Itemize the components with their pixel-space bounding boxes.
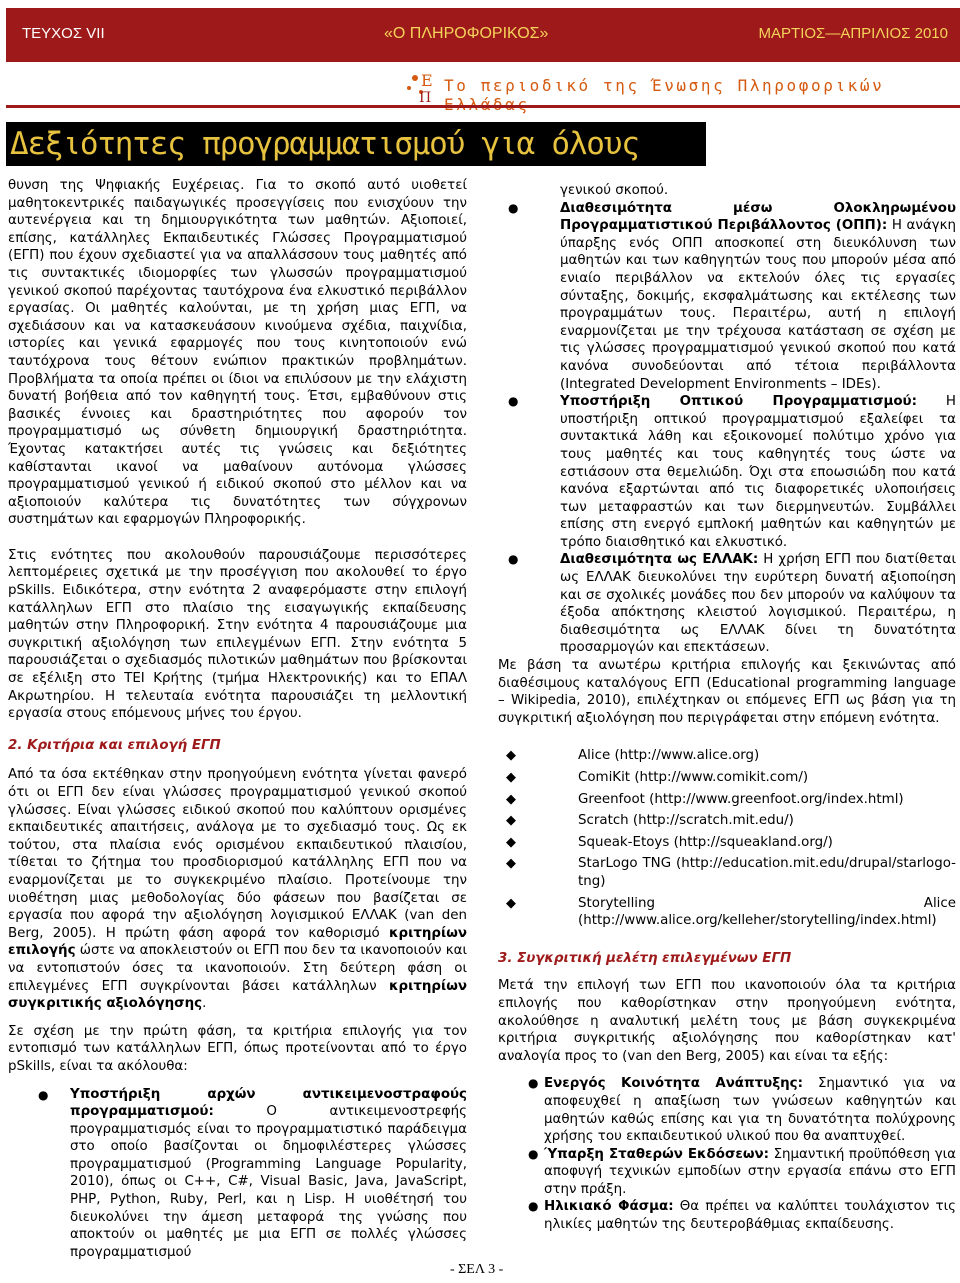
paragraph: γενικού σκοπού. — [560, 183, 669, 198]
right-column — [498, 182, 956, 1234]
comparison-criteria-list — [498, 1075, 956, 1233]
bullet-icon: ● — [508, 552, 519, 567]
section-heading: 2. Κριτήρια και επιλογή ΕΓΠ — [8, 737, 221, 753]
diamond-bullet-icon: ◆ — [506, 770, 516, 785]
issue-label: ΤΕΥΧΟΣ VII — [22, 25, 105, 42]
magazine-logo-icon — [401, 64, 441, 104]
diamond-bullet-icon: ◆ — [506, 813, 516, 829]
bullet-icon: ● — [528, 1076, 539, 1091]
diamond-bullet-icon: ◆ — [506, 856, 516, 872]
paragraph: Μετά την επιλογή των ΕΓΠ που ικανοποιούν όλα τα κριτήρια επιλογής που καθορίστηκαν στην προηγούμενη ενότητα, ακολούθησε η αναλυτική μελέτη τους με βάση συγκεκριμένα κριτήρια συγκριτικής αξιολόγησης που καθορίστηκαν κατ' αναλογία προς το (van den Berg, 2005) και είναι τα εξής: — [498, 978, 956, 1064]
diamond-bullet-icon: ◆ — [506, 791, 516, 807]
criteria-list — [8, 1086, 467, 1262]
bullet-icon: ● — [528, 1199, 539, 1214]
issue-date: ΜΑΡΤΙΟΣ—ΑΠΡΙΛΙΟΣ 2010 — [758, 25, 948, 42]
subtitle-bar — [6, 62, 960, 108]
article-title-bar — [6, 122, 706, 166]
bullet-icon: ● — [38, 1087, 49, 1102]
magazine-subtitle: Το περιοδικό της Ένωσης Πληροφορικών — [444, 76, 885, 95]
section-heading: 3. Συγκριτική μελέτη επιλεγμένων ΕΓΠ — [498, 950, 792, 966]
list-item: ◆ Scratch (http://scratch.mit.edu/) — [506, 813, 794, 829]
svg-text:Ε: Ε — [421, 71, 433, 90]
paragraph: Με βάση τα ανωτέρω κριτήρια επιλογής και ξεκινώντας από διαθέσιμους καταλόγους ΕΓΠ (Educational programming language – Wikipedia, 2010), επιλέχτηκαν οι επόμενες ΕΓΠ ως βάση για τη συγκριτική αξιολόγηση που περιγράφεται στην επόμενη ενότητα. — [498, 658, 956, 726]
list-item: ● Ηλικιακό Φάσμα: Θα πρέπει να καλύπτει τουλάχιστον τις ηλικίες μαθητών της δευτεροβάθμιας εκπαίδευσης. — [528, 1199, 956, 1233]
page-number: - ΣΕΛ 3 - — [450, 1262, 504, 1277]
svg-text:Π: Π — [419, 90, 432, 104]
criteria-list — [498, 200, 956, 657]
bullet-icon: ● — [508, 394, 519, 409]
paragraph: θυνση της Ψηφιακής Ευχέρειας. Για το σκοπό αυτό υιοθετεί μαθητοκεντρικές παιδαγωγικές προσεγγίσεις που ενισχύουν την αυτενέργεια και τη δημιουργικότητα των μαθητών. Αξιοποιεί, επίσης, κατάλληλες Εκπαιδευτικές Γλώσσες Προγραμματισμού (ΕΓΠ) που έχουν σχεδιαστεί για να απαλλάσσουν τους μαθητές από τις συντακτικές ιδιομορφίες των γλωσσών προγραμματισμού γενικού σκοπού παρέχοντας ταυτόχρονα ένα ελκυστικό περιβάλλον εργασίας. Οι μαθητές καλούνται, με τη χρήση μιας ΕΓΠ, να σχεδιάσουν και να κατασκευάσουν κινούμενα σχέδια, παιχνίδια, ιστορίες και γενικά εφαρμογές που τους κινητοποιούν ενώ ταυτόχρονα τους θέτουν ενώπιον πρακτικών προβλημάτων. Προβλήματα τα οποία πρέπει οι ίδιοι να επιλύσουν με την ελάχιστη δυνατή βοήθεια από τον καθηγητή τους. Έτσι, εμβαθύνουν στις βασικές έννοιες και δραστηριότητες που αφορούν τον προγραμματισμό ως σύνθετη δημιουργική δραστηριότητα. Έχοντας κατακτήσει αυτές τις γνώσεις και δεξιότητες καθίστανται ικανοί να μαθαίνουν αυτόνομα γλώσσες προγραμματισμού γενικού ή ειδικού σκοπού στο μέλλον και να αξιοποιούν καλύτερα τις δυνατότητες των σύγχρονων συστημάτων και εφαρμογών Πληροφορικής. — [8, 178, 467, 528]
left-column — [8, 177, 467, 1269]
bullet-icon: ● — [528, 1146, 539, 1161]
list-item: ◆ Greenfoot (http://www.greenfoot.org/index.html) — [506, 791, 904, 807]
list-item: ● Ύπαρξη Σταθερών Εκδόσεων: Σημαντική προϋπόθεση για αποφυγή τεχνικών εμποδίων στην εργασία επάνω στο ΕΓΠ στην πράξη. — [528, 1146, 956, 1197]
list-item: ● Διαθεσιμότητα μέσω Ολοκληρωμένου Προγραμματιστικού Περιβάλλοντος (ΟΠΠ): Η ανάγκη ύπαρξης ενός ΟΠΠ αποσκοπεί στη διευκόλυνση των μαθητών και των καθηγητών τους που μπορούν μέσα από ενιαίο περιβάλλον να εκτελούν όλες τις εργασίες σύνταξης, δοκιμής, εκσφαλμάτωσης και εκτέλεσης των προγραμμάτων τους. Περαιτέρω, αυτή η επιλογή εναρμονίζεται με την τρέχουσα κατάσταση σε σχέση με τις γλώσσες προγραμματισμού γενικού σκοπού που κατά κανόνα συνοδεύονται από τέτοια περιβάλλοντα (Integrated Development Environments – IDEs). — [508, 200, 956, 392]
language-list — [498, 747, 956, 929]
list-item: ◆ ComiKit (http://www.comikit.com/) — [506, 770, 809, 785]
diamond-bullet-icon: ◆ — [506, 895, 516, 911]
list-item: ◆ Storytelling Alice (http://www.alice.org/kelleher/storytelling/index.html) — [506, 895, 956, 929]
diamond-bullet-icon: ◆ — [506, 748, 516, 764]
magazine-title: «Ο ΠΛΗΡΟΦΟΡΙΚΟΣ» — [384, 25, 549, 42]
article-title: Δεξιότητες προγραμματισμού για όλους — [10, 126, 639, 162]
list-item: ◆ StarLogo TNG (http://education.mit.edu/drupal/starlogo-tng) — [506, 856, 956, 889]
paragraph: Σε σχέση με την πρώτη φάση, τα κριτήρια επιλογής για τον εντοπισμό των κατάλληλων ΕΓΠ, όπως προτείνονται από το έργο pSkills, είναι τα ακόλουθα: — [8, 1023, 467, 1074]
list-item: ● Υποστήριξη αρχών αντικειμενοστραφούς προγραμματισμού: Ο αντικειμενοστρεφής προγραμματισμός είναι το προγραμματιστικό παράδειγμα στο οποίο βασίζονται οι δημοφιλέστερες γλώσσες προγραμματισμού (Programming Language Popularity, 2010), όπως οι C++, C#, Visual Basic, Java, JavaScript, PHP, Python, Ruby, Perl, και η Lisp. Η υιοθέτησή του διευκολύνει την άμεση μεταφορά της γνώσης που αποκτούν οι μαθητές με μια ΕΓΠ σε πολλές γλώσσες προγραμματισμού — [38, 1086, 467, 1260]
list-item: ● Ενεργός Κοινότητα Ανάπτυξης: Σημαντικό για να αποφευχθεί η απαξίωση των γνώσεων καθηγητών και μαθητών καθώς επίσης και για τη δυνατότητα πολύχρονης χρήσης του εκπαιδευτικού υλικού που θα αναπτυχθεί. — [528, 1076, 956, 1145]
diamond-bullet-icon: ◆ — [506, 834, 516, 850]
bullet-icon: ● — [508, 200, 519, 215]
list-item: ◆ Squeak-Etoys (http://squeakland.org/) — [506, 834, 833, 850]
list-item: ● Υποστήριξη Οπτικού Προγραμματισμού: Η υποστήριξη οπτικού προγραμματισμού εξαλείφει τα συντακτικά λάθη και εξοικονομεί πολύτιμο χρόνο για τους μαθητές και τους καθηγητές τους ώστε να εστιάσουν στα θεμελιώδη. Όχι στα εποωσιώδη που κατά κανόνα εξαρτώνται από τις διαφορετικές υλοποιήσεις των μεταφραστών και των διερμηνευτών. Συμβάλλει επίσης στη ενεργό εμπλοκή μαθητών και καθηγητών με τρόπο διαισθητικό και ελκυστικό. — [508, 394, 956, 550]
paragraph: Στις ενότητες που ακολουθούν παρουσιάζουμε περισσότερες λεπτομέρειες σχετικά με την προσέγγιση που ακολουθεί το έργο pSkills. Ειδικότερα, στην ενότητα 2 αναφερόμαστε στην επιλογή κατάλληλων ΕΓΠ στο πλαίσιο της εισαγωγικής εκπαίδευσης μαθητών στην Πληροφορική. Στην ενότητα 4 παρουσιάζουμε μια συγκριτική αξιολόγηση των επιλεγμένων ΕΓΠ. Στην ενότητα 5 παρουσιάζεται ο σχεδιασμός πιλοτικών μαθημάτων που βρίσκονται σε εξέλιξη στο ΤΕΙ Κρήτης (τμήμα Ηλεκτρονικής) και το ΕΠΑΛ Ακρωτηρίου. Η τελευταία ενότητα παρουσιάζει τη μελλοντική εργασία στους επόμενους μήνες του έργου. — [8, 547, 467, 722]
divider — [6, 105, 960, 108]
header-bar — [6, 8, 960, 62]
list-item: ● Διαθεσιμότητα ως ΕΛΛΑΚ: Η χρήση ΕΓΠ που διατίθεται ως ΕΛΛΑΚ διευκολύνει την ευρύτερη δυνατή αξιοποίηση και σε σχολικές μονάδες που δεν μπορούν να καλύψουν τα έξοδα απόκτησης κλειστού λογισμικού. Περαιτέρω, η διαθεσιμότητα ως ΕΛΛΑΚ δίνει τη δυνατότητα προσαρμογών και επεκτάσεων. — [508, 552, 956, 656]
list-item: ◆ Alice (http://www.alice.org) — [506, 748, 760, 764]
paragraph: Από τα όσα εκτέθηκαν στην προηγούμενη ενότητα γίνεται φανερό ότι οι ΕΓΠ δεν είναι γλώσσες προγραμματισμού γενικού σκοπού γλώσσες. Είναι γλώσσες ειδικού σκοπού που καλύπτουν ορισμένες εκπαιδευτικές απαιτήσεις, ανάλογα με το σχεδιασμό τους. Ως εκ τούτου, στα πλαίσια ενός ορισμένου εκπαιδευτικού πλαισίου, τίθεται το ζήτημα του προσδιορισμού κατάλληλης ΕΓΠ που να εναρμονίζεται με το συγκεκριμένο πλαίσιο. Προτείνουμε την υιοθέτηση μιας μεθοδολογίας δύο φάσεων που βασίζεται σε εργασία που αφορά την αξιολόγηση λογισμικού ΕΛΛΑΚ (van den Berg, 2005). Η πρώτη φάση αφορά τον καθορισμό κριτηρίων επιλογής ώστε να αποκλειστούν οι ΕΓΠ που δεν τα ικανοποιούν και να εντοπιστούν όσες τα ικανοποιούν. Στη δεύτερη φάση οι επιλεγμένες ΕΓΠ συγκρίνονται βάσει κατάλληλων κριτηρίων συγκριτικής αξιολόγησης. — [8, 767, 467, 1012]
